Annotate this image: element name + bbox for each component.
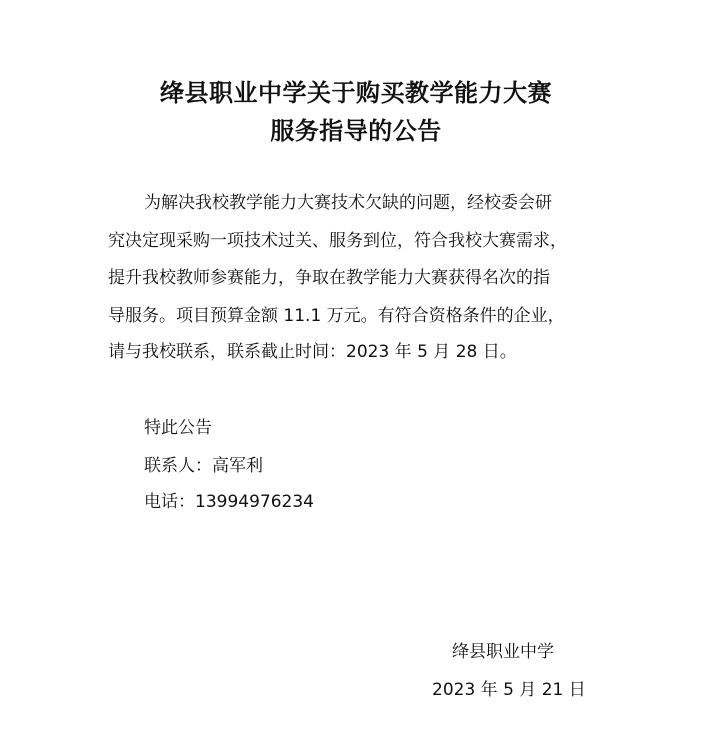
closing-remark: 特此公告 bbox=[144, 418, 212, 438]
document-title-line-2: 服务指导的公告 bbox=[270, 116, 442, 145]
body-line-1: 为解决我校教学能力大赛技术欠缺的问题，经校委会研 bbox=[144, 193, 552, 213]
body-line-3: 提升我校教师参赛能力，争取在教学能力大赛获得名次的指 bbox=[108, 268, 550, 288]
contact-phone: 电话：13994976234 bbox=[144, 492, 314, 512]
document-title-line-1: 绛县职业中学关于购买教学能力大赛 bbox=[160, 78, 552, 107]
signature-organization: 绛县职业中学 bbox=[452, 642, 554, 662]
contact-person: 联系人：高军利 bbox=[144, 456, 263, 476]
signature-date: 2023 年 5 月 21 日 bbox=[432, 680, 586, 700]
body-line-4: 导服务。项目预算金额 11.1 万元。有符合资格条件的企业， bbox=[108, 306, 565, 326]
body-line-2: 究决定现采购一项技术过关、服务到位，符合我校大赛需求， bbox=[108, 231, 567, 251]
body-line-5: 请与我校联系，联系截止时间：2023 年 5 月 28 日。 bbox=[108, 342, 517, 362]
